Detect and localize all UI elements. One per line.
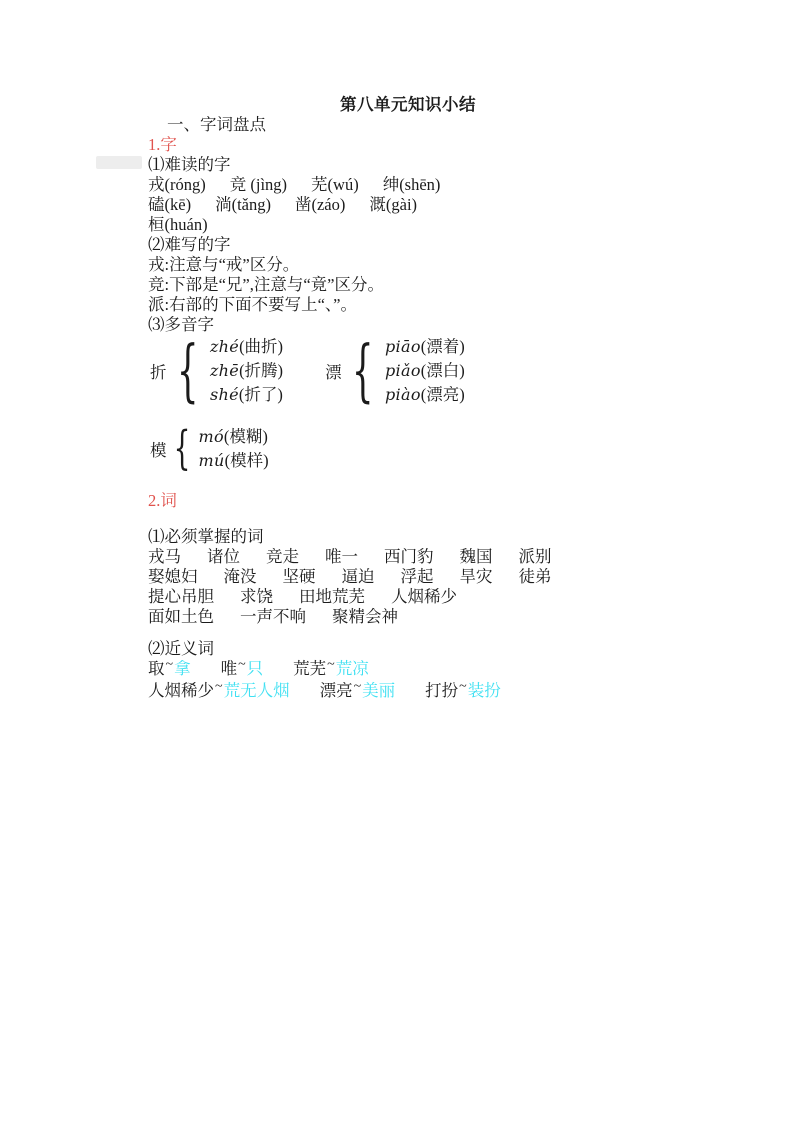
synonym-word-black: 唯 bbox=[220, 659, 238, 678]
pinyin-entry bbox=[385, 335, 465, 359]
subheading-zi: 1.字 bbox=[148, 135, 177, 154]
word-item: 凿(záo) bbox=[294, 195, 346, 214]
word-item: 唯一 bbox=[325, 547, 358, 566]
word-item: 竞走 bbox=[266, 547, 299, 566]
left-brace: { bbox=[351, 331, 374, 410]
pinyin-text: piào bbox=[385, 385, 421, 404]
word-row bbox=[148, 547, 668, 567]
synonym-word-cyan: 装扮 bbox=[467, 681, 501, 700]
word-item: 逼迫 bbox=[341, 567, 375, 586]
word-item: 娶媳妇 bbox=[148, 567, 198, 586]
tilde-separator: ~ bbox=[165, 657, 174, 672]
scan-artifact bbox=[96, 156, 142, 169]
hard-write-note: 竞:下部是“兄”,注意与“竟”区分。 bbox=[148, 275, 385, 294]
synonym-word-cyan: 美丽 bbox=[362, 681, 396, 700]
pinyin-entry bbox=[210, 335, 283, 359]
word-item: 提心吊胆 bbox=[148, 587, 214, 606]
tilde-separator: ~ bbox=[215, 679, 223, 694]
label-hard-write: ⑵难写的字 bbox=[148, 235, 231, 254]
pinyin-entry bbox=[199, 449, 269, 473]
hard-read-row bbox=[148, 215, 668, 235]
synonym-pair bbox=[148, 681, 290, 703]
word-item: 西门豹 bbox=[384, 547, 434, 566]
pinyin-column bbox=[385, 335, 465, 407]
word-item: 芜(wú) bbox=[311, 175, 359, 194]
synonym-word-cyan: 荒无人烟 bbox=[223, 681, 290, 700]
label-polyphone: ⑶多音字 bbox=[148, 315, 214, 334]
label-synonyms: ⑵近义词 bbox=[148, 639, 214, 658]
hard-read-row bbox=[148, 175, 668, 195]
example-word: (模样) bbox=[224, 451, 269, 470]
pinyin-entry bbox=[385, 359, 465, 383]
polyphone-row bbox=[150, 421, 668, 476]
synonym-row bbox=[148, 659, 668, 681]
polyphone-char: 漂 bbox=[325, 363, 342, 382]
word-item: 旱灾 bbox=[459, 567, 493, 586]
example-word: (漂白) bbox=[420, 361, 465, 380]
word-row bbox=[148, 607, 668, 627]
synonym-row bbox=[148, 681, 668, 703]
pinyin-entry bbox=[385, 383, 465, 407]
synonym-word-cyan: 拿 bbox=[174, 659, 191, 678]
page-title: 第八单元知识小结 bbox=[340, 95, 476, 114]
word-item: 磕(kē) bbox=[148, 195, 192, 214]
example-word: (曲折) bbox=[239, 337, 284, 356]
pinyin-text: mú bbox=[198, 451, 225, 470]
example-word: (漂着) bbox=[420, 337, 465, 356]
label-hard-read: ⑴难读的字 bbox=[148, 155, 231, 174]
word-item: 浮起 bbox=[400, 567, 434, 586]
synonym-pair bbox=[320, 681, 396, 703]
word-item: 戎马 bbox=[148, 547, 181, 566]
word-item: 魏国 bbox=[459, 547, 493, 566]
word-row bbox=[148, 567, 668, 587]
word-item: 桓(huán) bbox=[148, 215, 208, 234]
left-brace: { bbox=[173, 421, 190, 476]
word-item: 溉(gài) bbox=[369, 195, 418, 214]
polyphone-char: 模 bbox=[150, 441, 167, 460]
synonym-word-black: 人烟稀少 bbox=[148, 681, 214, 700]
section-heading: 一、字词盘点 bbox=[167, 115, 266, 134]
example-word: (折了) bbox=[238, 385, 283, 404]
word-item: 淌(tǎng) bbox=[215, 195, 271, 214]
pinyin-text: mó bbox=[198, 427, 224, 446]
subheading-ci: 2.词 bbox=[148, 491, 177, 510]
synonym-pair bbox=[425, 681, 501, 703]
tilde-separator: ~ bbox=[238, 657, 246, 672]
tilde-separator: ~ bbox=[327, 657, 335, 672]
pinyin-entry bbox=[210, 383, 283, 407]
tilde-separator: ~ bbox=[353, 679, 362, 694]
hard-write-note: 戎:注意与“戒”区分。 bbox=[148, 255, 300, 274]
word-item: 人烟稀少 bbox=[391, 587, 457, 606]
example-word: (漂亮) bbox=[420, 385, 465, 404]
pinyin-entry bbox=[199, 425, 269, 449]
word-item: 田地荒芜 bbox=[299, 587, 365, 606]
word-item: 徒弟 bbox=[518, 567, 552, 586]
example-word: (模糊) bbox=[223, 427, 268, 446]
tilde-separator: ~ bbox=[459, 679, 467, 694]
polyphone-char: 折 bbox=[150, 363, 167, 382]
pinyin-entry bbox=[210, 359, 283, 383]
word-row bbox=[148, 587, 668, 607]
polyphone-group bbox=[325, 331, 465, 410]
synonym-word-black: 漂亮 bbox=[319, 681, 353, 700]
synonym-word-black: 打扮 bbox=[425, 681, 459, 700]
word-item: 求饶 bbox=[240, 587, 273, 606]
polyphone-group bbox=[150, 331, 284, 410]
pinyin-column bbox=[199, 425, 269, 473]
document-content bbox=[148, 95, 668, 703]
synonym-word-cyan: 只 bbox=[246, 659, 264, 678]
word-item: 诸位 bbox=[207, 547, 240, 566]
synonym-pair bbox=[148, 659, 191, 681]
word-item: 绅(shēn) bbox=[382, 175, 441, 194]
left-brace: { bbox=[176, 331, 199, 410]
polyphone-group bbox=[150, 421, 269, 476]
pinyin-text: zhē bbox=[209, 361, 240, 380]
word-item: 淹没 bbox=[223, 567, 257, 586]
pinyin-column bbox=[210, 335, 283, 407]
word-item: 派别 bbox=[518, 547, 552, 566]
synonym-pair bbox=[221, 659, 264, 681]
polyphone-row bbox=[150, 331, 668, 410]
word-item: 坚硬 bbox=[282, 567, 316, 586]
word-item: 竞 (jìng) bbox=[229, 175, 288, 194]
synonym-word-black: 荒芜 bbox=[293, 659, 327, 678]
pinyin-text: piāo bbox=[385, 337, 421, 356]
word-item: 一声不响 bbox=[240, 607, 306, 626]
pinyin-text: zhé bbox=[209, 337, 240, 356]
hard-read-row bbox=[148, 195, 668, 215]
pinyin-text: piǎo bbox=[385, 361, 421, 380]
hard-write-note: 派:右部的下面不要写上“、”。 bbox=[148, 295, 357, 314]
pinyin-text: shé bbox=[209, 385, 239, 404]
example-word: (折腾) bbox=[239, 361, 284, 380]
word-item: 聚精会神 bbox=[332, 607, 398, 626]
synonym-word-cyan: 荒凉 bbox=[335, 659, 369, 678]
label-must-master: ⑴必须掌握的词 bbox=[148, 527, 264, 546]
word-item: 面如土色 bbox=[148, 607, 214, 626]
word-item: 戎(róng) bbox=[148, 175, 206, 194]
synonym-word-black: 取 bbox=[148, 659, 165, 678]
